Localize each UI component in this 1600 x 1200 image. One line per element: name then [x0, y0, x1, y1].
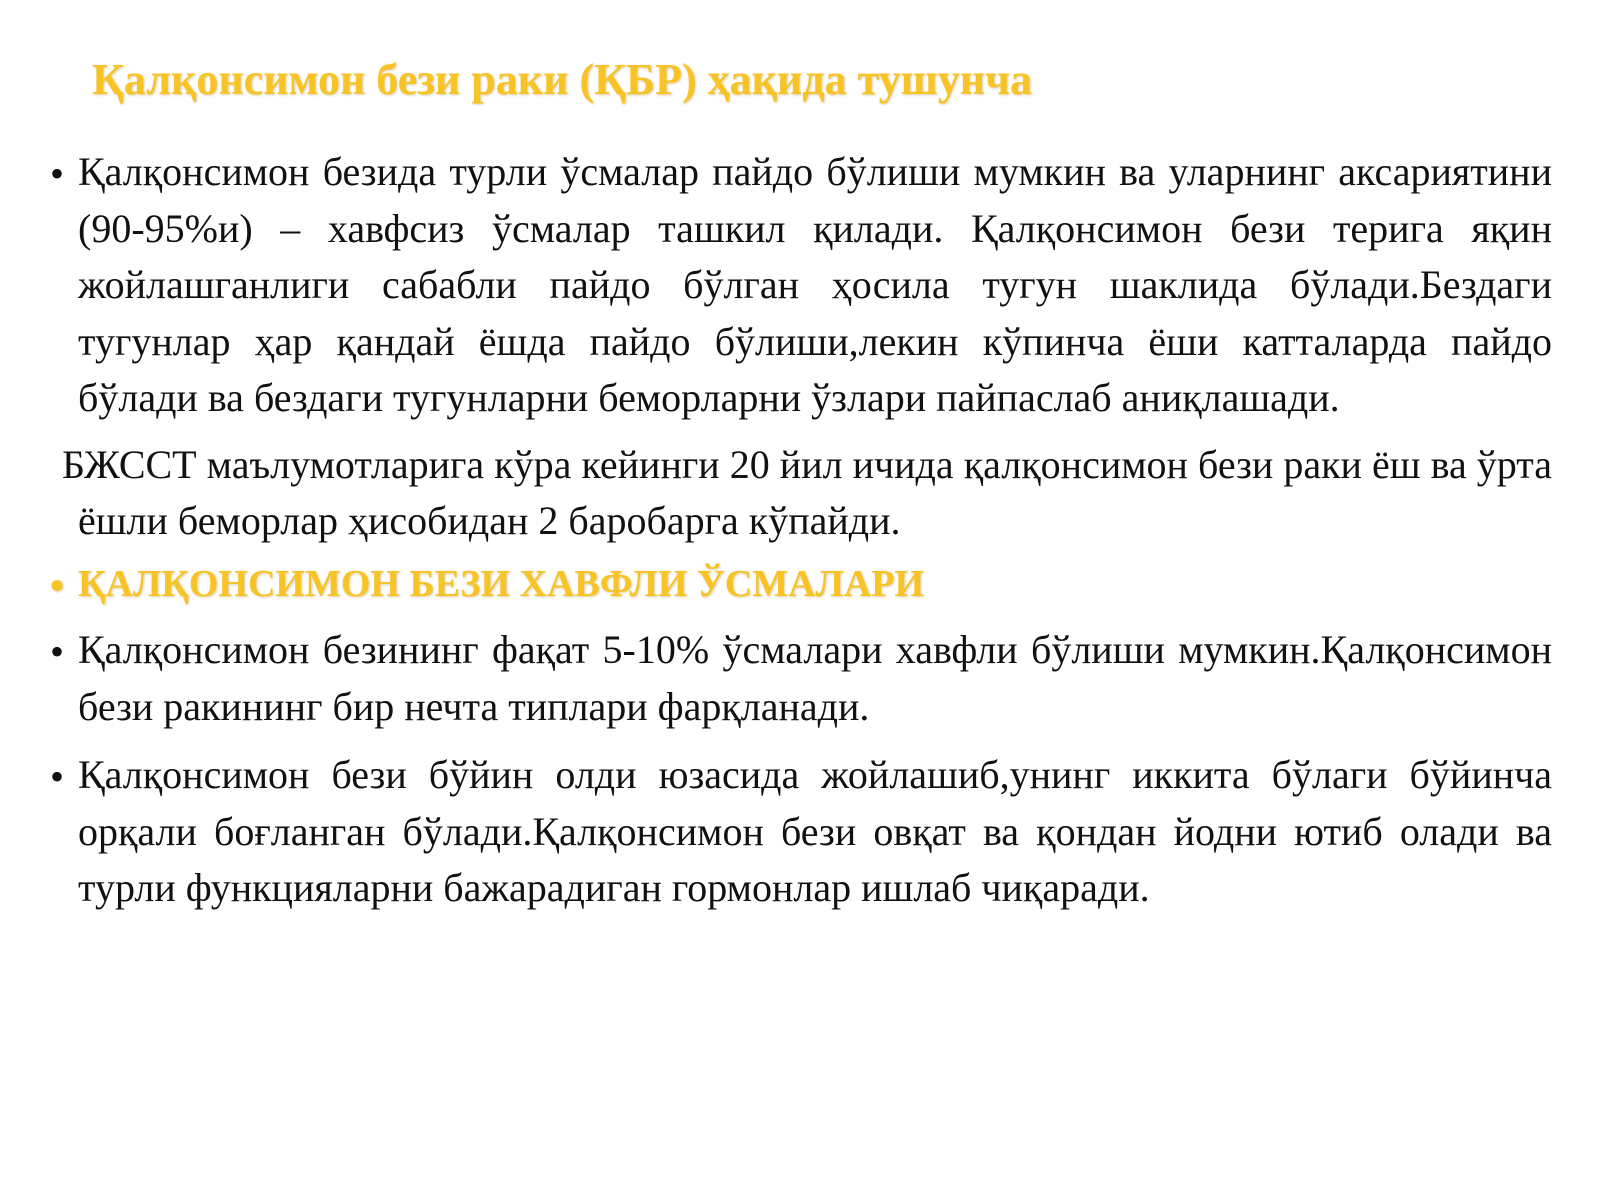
paragraph-who-statistics	[44, 437, 1552, 550]
paragraph-intro	[44, 144, 1552, 427]
bullet-icon: •	[50, 629, 65, 674]
paragraph-anatomy	[44, 747, 1552, 917]
paragraph-text: Қалқонсимон безида турли ўсмалар пайдо бўлиши мумкин ва уларнинг аксариятини (90-95%и) – хавфсиз ўсмалар ташкил қилади. Қалқонсимон бези терига яқин жойлашганлиги сабабли пайдо бўлган ҳосила тугун шаклида бўлади.Бездаги тугунлар ҳар қандай ёшда пайдо бўлиши,лекин кўпинча ёши катталарда пайдо бўлади ва бездаги тугунларни беморларни ўзлари пайпаслаб аниқлашади.	[78, 149, 1552, 420]
bullet-icon: •	[50, 151, 65, 196]
paragraph-malignant-share	[44, 622, 1552, 735]
bullet-icon: •	[50, 754, 65, 799]
section-heading-text: ҚАЛҚОНСИМОН БЕЗИ ХАВФЛИ ЎСМАЛАРИ	[78, 562, 925, 605]
bullet-icon: •	[50, 562, 65, 608]
paragraph-text: БЖССТ маълумотларига кўра кейинги 20 йил ичида қалқонсимон бези раки ёш ва ўрта ёшли беморлар ҳисобидан 2 баробарга кўпайди.	[62, 441, 1552, 543]
slide-title: Қалқонсимон бези раки (ҚБР) ҳақида тушунча	[92, 55, 1032, 104]
paragraph-text: Қалқонсимон бези бўйин олди юзасида жойлашиб,унинг иккита бўлаги бўйинча орқали боғланган бўлади.Қалқонсимон бези овқат ва қондан йодни ютиб олади ва турли функцияларни бажарадиган гормонлар ишлаб чиқаради.	[78, 752, 1552, 910]
paragraph-text: Қалқонсимон безининг фақат 5-10% ўсмалари хавфли бўлиши мумкин.Қалқонсимон бези ракининг бир нечта типлари фарқланади.	[78, 627, 1552, 729]
section-heading	[44, 556, 1552, 613]
slide-body	[44, 144, 1552, 917]
